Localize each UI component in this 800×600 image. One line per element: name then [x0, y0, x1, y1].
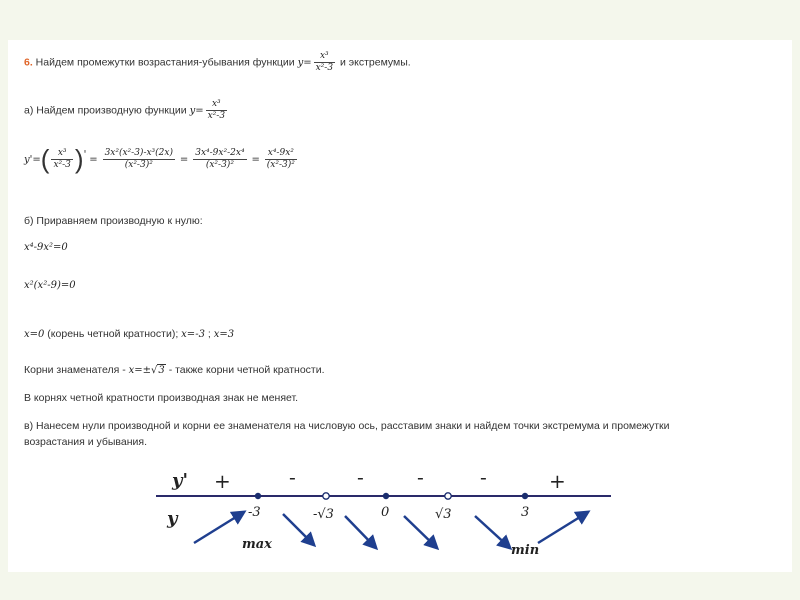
fraction-numerator: 3x²(x²-3)-x³(2x) — [104, 148, 173, 158]
part-b-heading: б) Приравняем производную к нулю: — [24, 215, 203, 227]
sign-3: - — [357, 465, 364, 489]
label-3: 3 — [521, 505, 530, 520]
part-a-text: а) Найдем производную функции — [24, 104, 190, 117]
sqrt-value: 3 — [158, 365, 165, 376]
fraction-denominator: x²-3 — [53, 160, 71, 170]
task-number: 6. — [24, 56, 33, 69]
sqrt-sign: √ — [151, 365, 158, 376]
prime-mark: ' — [83, 149, 87, 161]
task-text-end: и экстремумы. — [339, 56, 411, 69]
arrow-increase-2 — [538, 512, 588, 543]
equation-2: x²(x²-9)=0 — [24, 280, 76, 291]
right-paren: ) — [74, 144, 84, 174]
root-minus-three: x=-3 — [181, 329, 205, 340]
denominator-formula: x=± — [128, 365, 152, 376]
arrow-decrease-4 — [475, 516, 510, 548]
point-minus-3 — [255, 493, 261, 499]
root-three: x=3 — [213, 329, 235, 340]
max-label: max — [242, 537, 272, 552]
arrow-increase-1 — [194, 512, 244, 543]
equals-sign: = — [251, 154, 260, 166]
arrow-decrease-1 — [283, 514, 314, 545]
root-note: (корень четной кратности); — [44, 328, 182, 340]
denominator-text: Корни знаменателя - — [24, 364, 129, 376]
root-separator: ; — [204, 328, 214, 340]
sign-6: + — [549, 469, 566, 493]
point-3 — [522, 493, 528, 499]
fraction-numerator: x³ — [51, 149, 72, 160]
equals-sign: = — [89, 154, 98, 166]
part-v-line2: возрастания и убывания. — [24, 436, 148, 448]
part-v-line1: в) Нанесем нули производной и корни ее знаменателя на числовую ось, расставим знаки и найдем точки экстремума и промежутки — [24, 420, 670, 432]
arrow-decrease-3 — [404, 516, 437, 548]
left-paren: ( — [40, 144, 50, 174]
sign-2: - — [289, 465, 296, 489]
label-sqrt3: √3 — [435, 507, 452, 522]
point-zero — [383, 493, 389, 499]
fraction-numerator: x⁴-9x² — [265, 149, 297, 160]
denominator-text-end: - также корни четной кратности. — [165, 364, 325, 376]
y-prime-label: y' — [172, 470, 188, 491]
fraction-numerator: x³ — [314, 52, 335, 63]
arrow-decrease-2 — [345, 516, 376, 548]
fraction-denominator: x²-3 — [315, 63, 334, 73]
part-a-lhs: y= — [189, 105, 204, 117]
task-text: Найдем промежутки возрастания-убывания функции — [32, 56, 298, 69]
sign-5: - — [480, 465, 487, 489]
sign-note: В корнях четной кратности производная знак не меняет. — [24, 392, 299, 404]
fraction-denominator: (x²-3)² — [205, 160, 234, 170]
sign-4: - — [417, 465, 424, 489]
label-zero: 0 — [381, 505, 390, 520]
point-sqrt3 — [445, 493, 451, 499]
fraction-denominator: (x²-3)² — [124, 160, 153, 170]
equation-1: x⁴-9x²=0 — [24, 242, 68, 253]
min-label: min — [511, 543, 540, 558]
slide — [8, 40, 792, 572]
label-minus-3: -3 — [248, 505, 261, 520]
fraction-numerator: 3x⁴-9x²-2x⁴ — [195, 148, 245, 158]
function-lhs: y= — [297, 57, 312, 69]
number-line-diagram — [8, 40, 792, 572]
y-label: y — [167, 508, 178, 529]
fraction-denominator: (x²-3)² — [266, 160, 295, 170]
fraction-denominator: x²-3 — [207, 111, 226, 121]
equals-sign: = — [179, 154, 189, 166]
point-minus-sqrt3 — [323, 493, 329, 499]
derivative-lhs: y'= — [24, 154, 41, 166]
fraction-numerator: x³ — [206, 100, 227, 111]
sign-1: + — [214, 469, 231, 493]
label-minus-sqrt3: -√3 — [313, 507, 334, 522]
root-zero: x=0 — [24, 329, 45, 340]
